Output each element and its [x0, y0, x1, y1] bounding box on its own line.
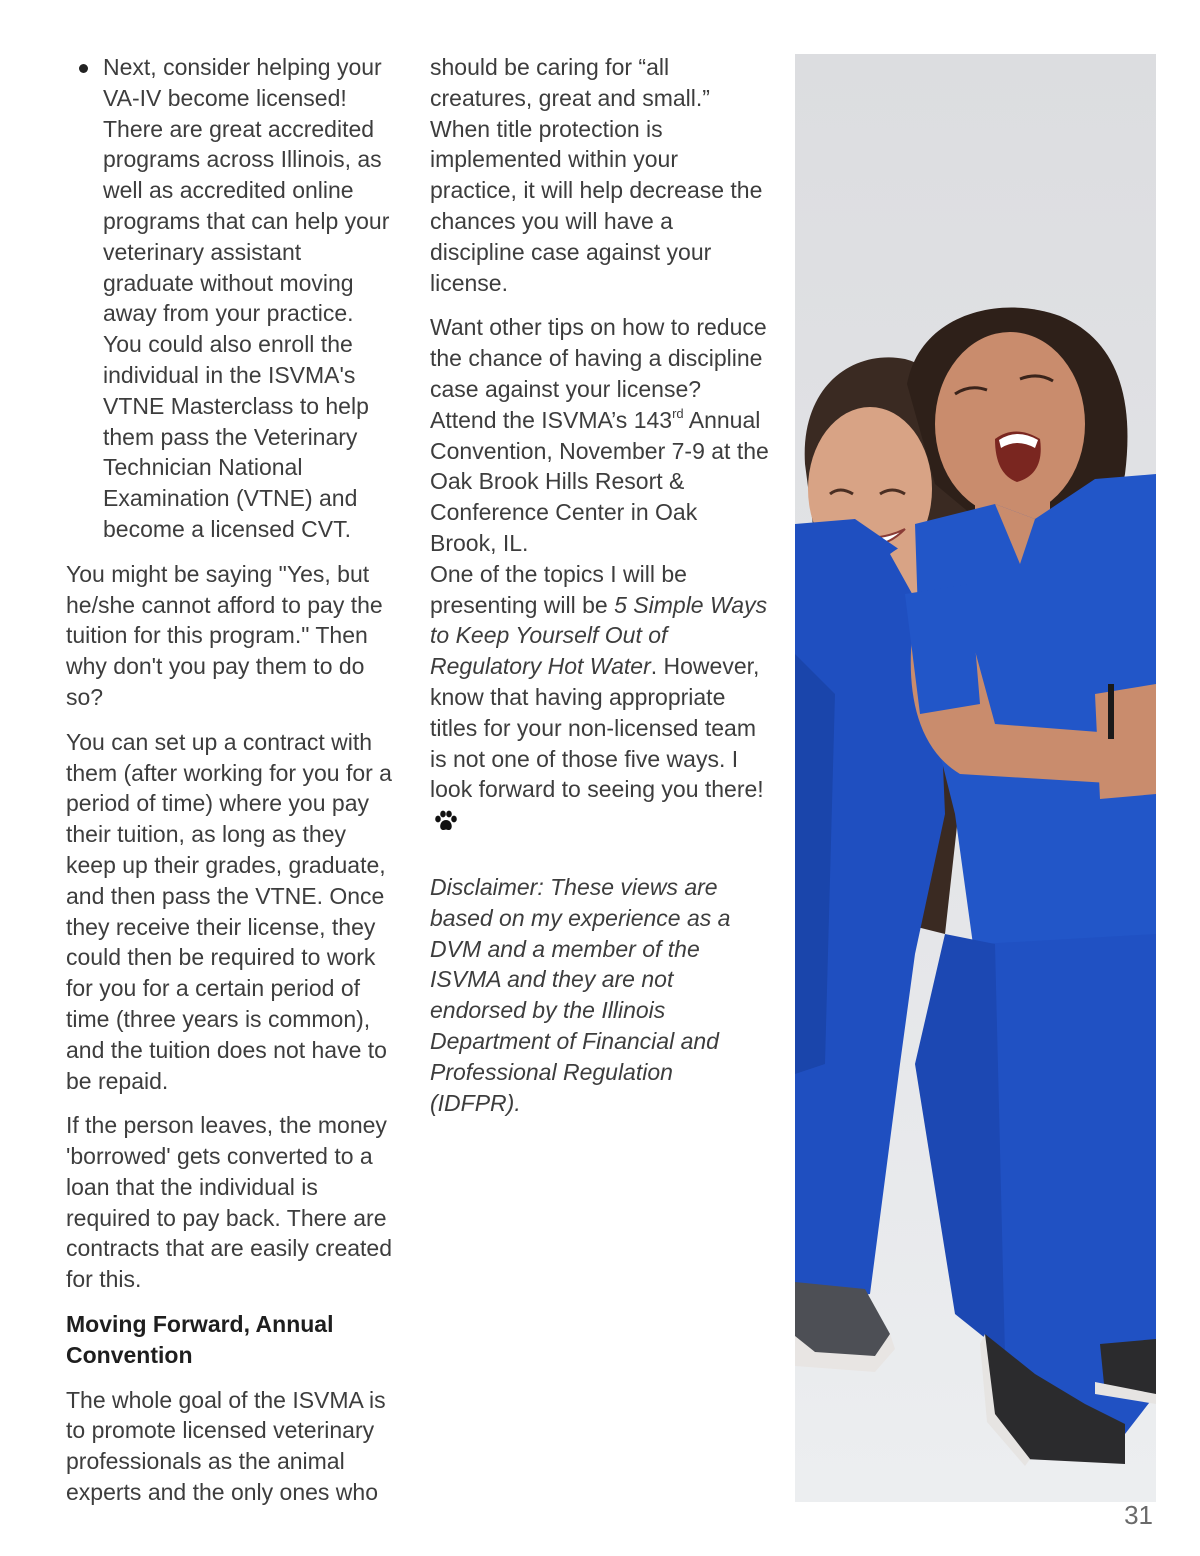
middle-column [430, 52, 770, 1132]
paragraph-afford: You might be saying "Yes, but he/she cannot afford to pay the tuition for this program." Then why don't you pay them to do so? [66, 560, 383, 710]
ordinal-suffix: rd [672, 405, 684, 421]
talk-title: 5 Simple Ways to Keep Yourself Out of Regulatory Hot Water [430, 591, 768, 680]
paragraph-contract: You can set up a contract with them (after working for you for a period of time) where you pay their tuition, as long as they keep up their grades, graduate, and then pass the VTNE. Once they receive their license, they could then be required to work for you for a certain period of time (three years is common), and the tuition does not have to be repaid. [66, 728, 392, 1094]
paragraph-creatures: should be caring for “all creatures, great and small.” When title protection is implemented within your practice, it will help decrease the chances you will have a discipline case against your license. [430, 54, 763, 296]
page-number: 31 [1124, 1500, 1153, 1530]
left-column [66, 52, 396, 1522]
paragraph-convention: Want other tips on how to reduce the chance of having a discipline case against your license? Attend the ISVMA’s 143rd Annual Convention, November 7-9 at the Oak Brook Hills Resort & Conference Center in Oak Brook, IL. [430, 314, 769, 556]
bullet-item: Next, consider helping your VA-IV become licensed! There are great accredited programs across Illinois, as well as accredited online programs that can help your veterinary assistant graduate without moving away from your practice. You could also enroll the individual in the ISVMA's VTNE Masterclass to help them pass the Veterinary Technician National Examination (VTNE) and become a licensed CVT. [103, 52, 396, 545]
photo-two-vet-techs [795, 54, 1156, 1502]
bullet-list [66, 52, 396, 545]
section-heading: Moving Forward, Annual Convention [66, 1311, 334, 1368]
paw-print-icon [434, 809, 458, 840]
paragraph-loan: If the person leaves, the money 'borrowed' gets converted to a loan that the individual is required to pay back. There are contracts that are easily created for this. [66, 1112, 392, 1293]
disclaimer: Disclaimer: These views are based on my experience as a DVM and a member of the ISVMA and they are not endorsed by the Illinois Department of Financial and Professional Regulation (IDFPR). [430, 873, 731, 1116]
paragraph-goal: The whole goal of the ISVMA is to promote licensed veterinary professionals as the animal experts and the only ones who [66, 1386, 386, 1506]
paragraph-topics: One of the topics I will be presenting will be 5 Simple Ways to Keep Yourself Out of Regulatory Hot Water. However, know that having appropriate titles for your non-licensed team is not one of those five ways. I look forward to seeing you there! [430, 559, 770, 840]
